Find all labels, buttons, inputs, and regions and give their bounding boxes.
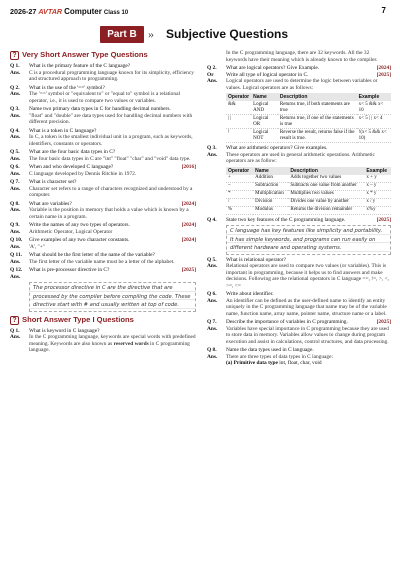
- column-header: Name: [253, 167, 288, 175]
- question-icon: ?: [10, 51, 19, 60]
- very-short-section-heading: [10, 51, 196, 60]
- answer-text: In C, a token is the smallest individual unit in a program, such as keywords, identifiers, constants or operators.: [29, 134, 193, 147]
- answer: [207, 152, 391, 165]
- answer: [10, 229, 196, 236]
- data-type-item: [226, 360, 391, 367]
- question-number: Q 2.: [10, 84, 20, 91]
- year-mark: [2024]: [181, 222, 196, 228]
- question-part: Describe the importance of variables in C programming.: [226, 319, 348, 325]
- right-question-list: [207, 257, 391, 361]
- answer-label: Ans.: [10, 243, 21, 250]
- very-short-question-list: [10, 63, 196, 280]
- answer-label: Ans.: [207, 78, 218, 84]
- question-part: What are logical operators? Give Example.: [226, 65, 320, 71]
- answer-text: C is a procedural programming language known for its simplicity, efficiency and structured approach to programming.: [29, 69, 194, 82]
- answer: [10, 113, 196, 126]
- handwritten-answer: The processor directive in C are the directive that are processed by the compiler before compiling the code. These directive start with # and usually written at top of code.: [29, 282, 196, 312]
- question-number: Q 1.: [10, 327, 20, 334]
- answer: [207, 78, 391, 91]
- table-cell: Returns the division remainder: [288, 206, 364, 214]
- page-number: 7: [381, 6, 386, 15]
- question-number: Q 6.: [10, 164, 20, 170]
- table-cell: Divides one value by another: [288, 198, 364, 206]
- part-title: [0, 26, 400, 44]
- table-cell: Returns true, if both statements are true: [278, 101, 357, 115]
- question-number: Q 12.: [10, 267, 23, 273]
- table-cell: *: [226, 190, 253, 198]
- table-cell: Addition: [253, 175, 288, 183]
- question-number: Q 10.: [10, 237, 23, 243]
- answer-label: Ans.: [10, 155, 21, 162]
- answer-label: Ans.: [10, 185, 21, 192]
- data-type-values: int, float, char, void: [277, 360, 322, 366]
- answer: [207, 326, 391, 346]
- table-cell: +: [226, 175, 253, 183]
- answer-label: Ans.: [10, 334, 21, 340]
- question-number: Q 3.: [207, 145, 217, 151]
- answer-text: Variables have special importance in C programming because they are used to store data in memory. Variables allow values to change during program execution and assist in calculations, control structures, and data processing.: [226, 325, 389, 345]
- question-number: Q 7.: [10, 179, 20, 185]
- question-text: [29, 267, 196, 274]
- answer-text: Variable is the position in memory that holds a value which is known by a certain name in a program.: [29, 207, 189, 220]
- very-short-section-title: Very Short Answer Type Questions: [22, 50, 148, 60]
- table-cell: !(x< 5 && x< 10): [357, 129, 391, 143]
- header-title: [10, 7, 128, 16]
- question-number: Q 8.: [207, 347, 217, 353]
- answer-label: Ans.: [10, 228, 21, 235]
- answer-text: Logical operators are used to determine the logic between variables or values. Logical operators are as follows:: [226, 78, 378, 91]
- answer: [10, 156, 196, 163]
- right-column: [207, 50, 391, 367]
- section-heading: Subjective Questions: [166, 27, 289, 41]
- table-cell: Division: [253, 198, 288, 206]
- year-mark: [2025]: [181, 267, 196, 273]
- logical-operators-table: [226, 93, 391, 143]
- answer-text: [29, 334, 196, 354]
- answer-text: Arithmetic Operator, Logical Operator: [29, 228, 113, 235]
- year-mark: [2025]: [376, 319, 391, 325]
- question-part: What is the primary feature of the C language?: [29, 63, 131, 69]
- data-type-name: (a) Primitive data type: [226, 360, 278, 366]
- table-cell: %: [226, 206, 253, 214]
- question-part: Write the names of any two types of operators.: [29, 222, 130, 228]
- year-mark: [2024]: [181, 237, 196, 243]
- question-text: [226, 217, 391, 224]
- arithmetic-operators-table: [226, 167, 391, 215]
- question-number: Q 4.: [10, 127, 20, 134]
- double-arrow-icon: »: [148, 27, 154, 41]
- answer-keyword: reserved words: [113, 340, 149, 347]
- column-header: Example: [364, 167, 391, 175]
- answer-text: "float" and "double" are data types used for handling decimal numbers with different precision.: [29, 112, 193, 125]
- table-row: [226, 115, 391, 129]
- question-part: What are variables?: [29, 200, 72, 207]
- answer-text: An identifier can be defined as the user-defined name to identify an entity uniquely in the C programming language that name may be of the variable name, function name, array name, pointer name, structure name or a label.: [226, 297, 387, 317]
- answer: [10, 259, 196, 266]
- year-mark: [2025]: [376, 71, 391, 78]
- question: [10, 267, 196, 274]
- answer-label: Ans.: [10, 207, 21, 213]
- left-column: [10, 50, 196, 354]
- table-cell: Returns true, if one of the statements is true: [278, 115, 357, 129]
- header-class: Class 10: [103, 10, 129, 16]
- year-mark: [2016]: [181, 164, 196, 170]
- answer-label: Ans.: [207, 297, 218, 304]
- arithmetic-operators-table-wrap: [226, 167, 391, 215]
- answer-label: Ans.: [207, 353, 218, 360]
- question-part: State two key features of the C programming language.: [226, 216, 346, 223]
- table-row: [226, 101, 391, 115]
- question-part: What are the four basic data types in C?: [29, 149, 116, 155]
- answer-text: 'A', "+": [29, 243, 45, 250]
- table-cell: /: [226, 198, 253, 206]
- question-number: Q 9.: [10, 222, 20, 228]
- question-part: What should be the first letter of the name of the variable?: [29, 252, 155, 258]
- answer-label: Ans.: [10, 69, 21, 76]
- brand-logo: AVTAR: [38, 7, 63, 16]
- header-subject: Computer: [64, 7, 102, 16]
- answer: [10, 91, 196, 104]
- table-header-row: [226, 167, 391, 175]
- table-cell: !: [226, 129, 251, 143]
- answer-text: These operators are used in general arithmetic operations. Arithmetic operators are as follow:: [226, 151, 375, 164]
- answer: [10, 334, 196, 354]
- table-cell: Adds together two values: [288, 175, 364, 183]
- question-number: Q 5.: [10, 149, 20, 155]
- question-number: Q 7.: [207, 319, 217, 325]
- table-cell: x – y: [364, 182, 391, 190]
- question-number: Q 8.: [10, 200, 20, 207]
- answer: [10, 186, 196, 199]
- column-header: Name: [251, 93, 278, 101]
- table-cell: Multiplication: [253, 190, 288, 198]
- table-cell: x + y: [364, 175, 391, 183]
- table-row: [226, 175, 391, 183]
- question-number: Q 4.: [207, 216, 217, 223]
- answer-text: There are three types of data types in C language:: [226, 353, 334, 360]
- answer-text: The first letter of the variable name must be a letter of the alphabet.: [29, 258, 175, 265]
- answer-label: Ans.: [207, 325, 218, 332]
- column-header: Description: [288, 167, 364, 175]
- question-part: Name two primary data types in C for handling decimal numbers.: [29, 106, 171, 112]
- answer-label: Ans.: [10, 273, 21, 280]
- question-part: What is relational operator?: [226, 256, 287, 263]
- table-cell: –: [226, 182, 253, 190]
- header-year: 2026-27: [10, 7, 37, 16]
- table-cell: Reverse the result, returns false if the result is true.: [278, 129, 357, 143]
- question-part: Name the data types used in C language.: [226, 347, 314, 353]
- table-cell: Modulus: [253, 206, 288, 214]
- answer-part: In the C programming language, keywords are special words with predefined meaning. Keywords are also known as: [29, 334, 196, 347]
- or-label: Or: [207, 71, 214, 78]
- table-row: [226, 129, 391, 143]
- table-cell: Multiplies two values: [288, 190, 364, 198]
- question-number: Q 3.: [10, 106, 20, 112]
- answer: [207, 298, 391, 318]
- table-row: [226, 182, 391, 190]
- answer-label: Ans.: [207, 263, 218, 269]
- answer-label: Ans.: [10, 91, 21, 97]
- logical-operators-table-wrap: [226, 93, 391, 143]
- table-cell: Logical OR: [251, 115, 278, 129]
- table-cell: Subtraction: [253, 182, 288, 190]
- answer: [10, 274, 196, 281]
- question-number: Q 5.: [207, 256, 217, 263]
- table-cell: Logical AND: [251, 101, 278, 115]
- table-cell: &&: [226, 101, 251, 115]
- table-header-row: [226, 93, 391, 101]
- answer: [10, 207, 196, 220]
- table-cell: x< 5 | | x< 4: [357, 115, 391, 129]
- table-cell: x / y: [364, 198, 391, 206]
- question-part: What is character set?: [29, 179, 77, 185]
- part-badge: Part B: [100, 26, 144, 43]
- answer-label: Ans.: [10, 258, 21, 265]
- answer-text: Relational operators are used to compare two values (or variables). This is important in programming, because it helps us to find answers and make decisions. Following are the relational operators in C language ==, !=, >, <, >=, <=: [226, 263, 389, 289]
- short-section-title: Short Answer Type I Questions: [22, 314, 134, 324]
- answer-text: Character set refers to a range of characters recognized and understood by a computer.: [29, 185, 193, 198]
- question-part: What is the use of the '==' symbol?: [29, 84, 105, 91]
- table-cell: Subtracts one value from another: [288, 182, 364, 190]
- column-header: Description: [278, 93, 357, 101]
- question-part: Write all type of logical operator in C.: [226, 71, 309, 78]
- table-row: [226, 190, 391, 198]
- question-part: What is pre-processor directive in C?: [29, 267, 110, 273]
- question-text: What is keyword in C language?: [29, 327, 100, 334]
- answer-label: Ans.: [10, 170, 21, 177]
- answer-text: In the C programming language, there are 32 keywords. All the 32 keywords have their meaning which is already known to the compiler.: [226, 50, 378, 63]
- table-cell: | |: [226, 115, 251, 129]
- question-number: Q 11.: [10, 252, 22, 258]
- question: [207, 217, 391, 224]
- column-header: Example: [357, 93, 391, 101]
- answer-label: Ans.: [207, 151, 218, 158]
- answer-text: The four basic data types in C are "int" "float" "char" and "void" data type.: [29, 155, 191, 162]
- question-part: When and who developed C language?: [29, 164, 114, 170]
- table-cell: x< 5 && x< 10: [357, 101, 391, 115]
- year-mark: [2024]: [181, 200, 196, 207]
- question-icon: ?: [10, 316, 19, 325]
- column-header: Operator: [228, 94, 250, 100]
- table-cell: Logical NOT: [251, 129, 278, 143]
- question-part: What is a token in C language?: [29, 127, 97, 134]
- answer-label: Ans.: [10, 112, 21, 119]
- question-text: What are arithmetic operators? Give examples.: [226, 145, 328, 151]
- answer: [207, 263, 391, 289]
- answer: [10, 134, 196, 147]
- answer: [10, 171, 196, 178]
- table-cell: x%y: [364, 206, 391, 214]
- short-section-heading: [10, 316, 196, 325]
- page-header: [0, 0, 400, 24]
- table-cell: x * y: [364, 190, 391, 198]
- table-row: [226, 198, 391, 206]
- question-part: Write about identifier.: [226, 291, 274, 297]
- answer: [10, 70, 196, 83]
- answer-continued: [207, 50, 391, 63]
- answer-part: in C programming language.: [29, 340, 190, 353]
- column-header: Operator: [226, 167, 253, 175]
- question-part: Give examples of any two character constants.: [29, 237, 130, 243]
- year-mark: [2025]: [376, 216, 391, 223]
- answer-label: Ans.: [10, 134, 21, 140]
- year-mark: [2024]: [376, 65, 391, 71]
- answer: [10, 244, 196, 251]
- question-number: Q 1.: [10, 63, 20, 69]
- handwritten-answer: C language has key features like simplicity and portability. It has simple keywords, and programs can run easily on different hardware and operating systems.: [226, 225, 391, 255]
- answer-text: C language developed by Dennis Ritchie in 1972.: [29, 170, 137, 177]
- table-row: [226, 206, 391, 214]
- question-number: Q 6.: [207, 291, 217, 297]
- answer-text: The '==' symbol or "equivalent to" or "equal to" symbol is a relational operator, i.e., it is used to compare two values or variables.: [29, 91, 180, 104]
- question-number: Q 2.: [207, 65, 217, 71]
